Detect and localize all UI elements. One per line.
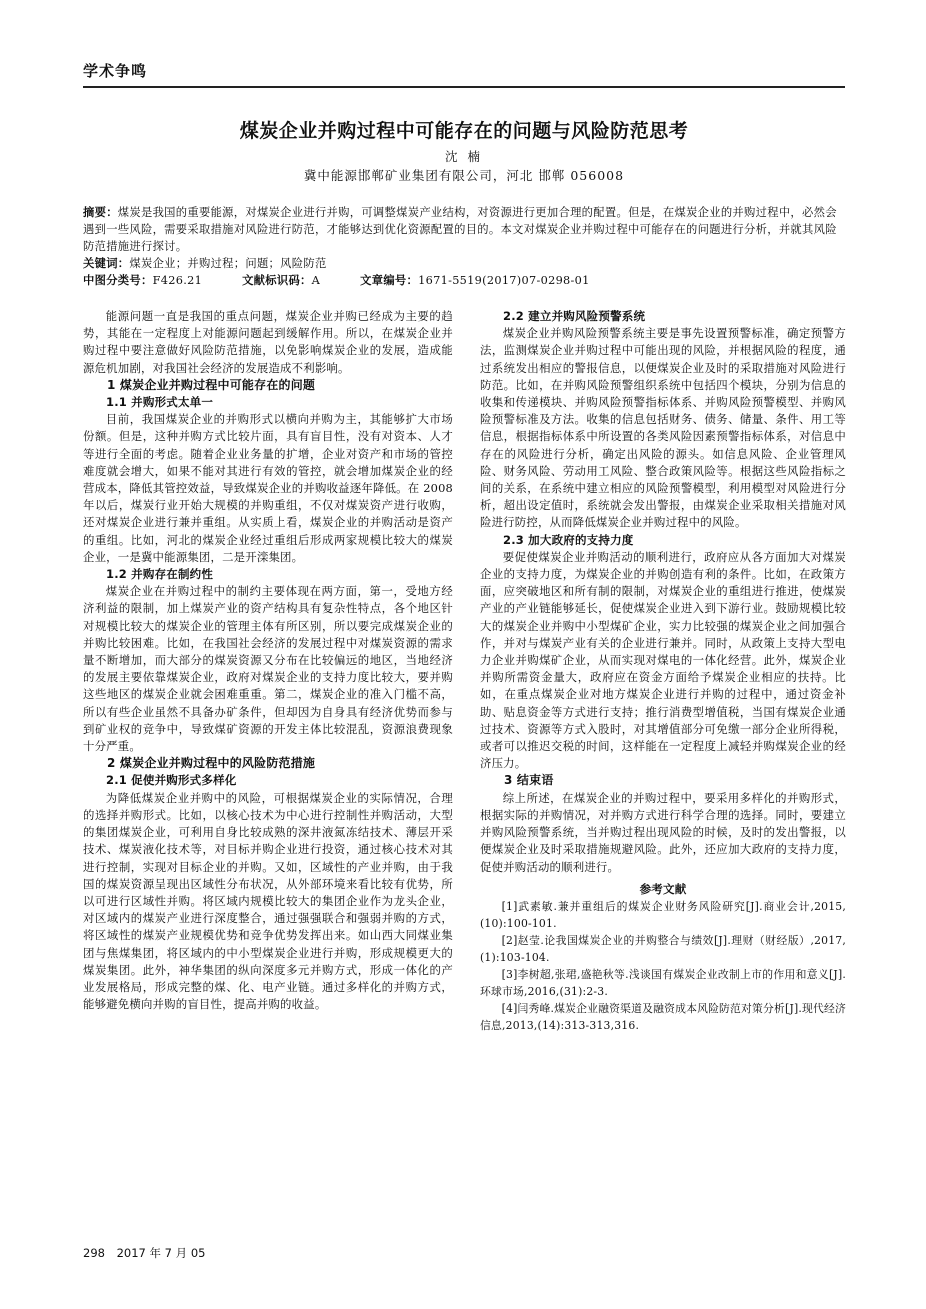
reference-item: [2]赵莹.论我国煤炭企业的并购整合与绩效[J].理财（财经版）,2017,(1):103-104.: [480, 933, 846, 964]
right-column: [480, 308, 846, 1034]
article-title: 煤炭企业并购过程中可能存在的问题与风险防范思考: [239, 120, 689, 142]
doc-code-label: 文献标识码：: [242, 274, 312, 287]
author-affiliation: 冀中能源邯郸矿业集团有限公司，河北 邯郸 056008: [303, 168, 625, 183]
page-number: 298: [83, 1246, 105, 1260]
paragraph-2-1: 为降低煤炭企业并购中的风险，可根据煤炭企业的实际情况，合理的选择并购形式。比如，以核心技术为中心进行控制性并购活动，大型的集团煤炭企业，可利用自身比较成熟的深井液氮冻结技术、薄层开采技术、煤炭液化技术等，对目标并购企业进行投资，通过核心技术对其进行控制，实现对目标企业的并购。又如，区域性的产业并购，由于我国的煤炭资源呈现出区域性分布状况，从外部环境来看比较有优势，所以可进行区域性并购。将区域内规模比较大的集团企业作为龙头企业，对区域内的煤炭产业进行深度整合，通过强强联合和强弱并购的方式，将区域性的煤炭产业规模优势和竞争优势发挥出来。如山西大同煤业集团与焦煤集团，将区域内的中小型煤炭企业进行并购，形成规模更大的煤炭集团。此外，神华集团的纵向深度多元并购方式，形成一体化的产业发展格局，形成完整的煤、化、电产业链。通过多样化的并购方式，能够避免横向并购的盲目性，提高并购的收益。: [83, 790, 453, 1012]
article-no-label: 文章编号：: [360, 274, 419, 287]
subsection-heading-1-1: 1.1 并购形式太单一: [106, 395, 214, 410]
intro-paragraph: 能源问题一直是我国的重点问题，煤炭企业并购已经成为主要的趋势，其能在一定程度上对能源问题起到缓解作用。所以，在煤炭企业并购过程中要注意做好风险防范措施，以免影响煤炭企业的发展，造成能源危机加剧，对我国社会经济的发展造成不利影响。: [83, 309, 453, 375]
abstract-text: 煤炭是我国的重要能源，对煤炭企业进行并购，可调整煤炭产业结构，对资源进行更加合理的配置。但是，在煤炭企业的并购过程中，必然会遇到一些风险，需要采取措施对风险进行防范，才能够达到优化资源配置的目的。本文对煤炭企业并购过程中可能存在的问题进行分析，并就其风险防范措施进行探讨。: [83, 206, 837, 253]
abstract-block: [83, 204, 845, 289]
author-name: 沈 楠: [445, 149, 483, 164]
references-heading: 参考文献: [639, 881, 687, 896]
article-no-value: 1671-5519(2017)07-0298-01: [418, 274, 590, 287]
header-divider: [83, 86, 845, 88]
paragraph-2-3: 要促使煤炭企业并购活动的顺利进行，政府应从各方面加大对煤炭企业的支持力度，为煤炭企业的并购创造有利的条件。比如，在政策方面，应突破地区和所有制的限制，对煤炭企业的重组进行推进，使煤炭产业的产业链能够延长，促使煤炭企业进入到下游行业。鼓励规模比较大的煤炭企业并购中小型煤矿企业，实力比较强的煤炭企业之间加强合作，并对与煤炭产业有关的企业进行兼并。同时，从政策上支持大型电力企业并购煤矿企业，从而实现对煤电的一体化经营。此外，煤炭企业并购所需资金量大，政府应在资金方面给予煤炭企业相应的扶持。比如，在重点煤炭企业对地方煤炭企业进行并购的过程中，通过资金补助、贴息资金等方式进行支持；推行消费型增值税，当国有煤炭企业通过技术、资源等方式入股时，对其增值部分可免缴一部分企业所得税，或者可以推迟交税的时间，这样能在一定程度上减轻并购煤炭企业的经济压力。: [480, 549, 846, 771]
clc-label: 中图分类号：: [83, 274, 153, 287]
journal-section-label: 学术争鸣: [83, 62, 148, 80]
doc-code-value: A: [311, 274, 321, 287]
reference-item: [4]闫秀峰.煤炭企业融资渠道及融资成本风险防范对策分析[J].现代经济信息,2013,(14):313-313,316.: [480, 1001, 847, 1032]
paragraph-1-1: 目前，我国煤炭企业的并购形式以横向并购为主，其能够扩大市场份额。但是，这种并购方式比较片面，具有盲目性，没有对资本、人才等进行全面的考虑。随着企业业务量的扩增，企业对资产和市场的管控难度就会增大，如果不能对其进行有效的管控，就会增加煤炭企业的经营成本，降低其管控效益，导致煤炭企业的并购收益逐年降低。在 2008 年以后，煤炭行业开始大规模的并购重组，不仅对煤炭资产进行收购，还对煤炭企业进行兼并重组。从实质上看，煤炭企业的并购活动是资产的重组。比如，河北的煤炭企业经过重组后形成两家规模比较大的煤炭企业，一是冀中能源集团，二是开滦集团。: [83, 412, 453, 564]
issue-date: 2017 年 7 月 05: [116, 1246, 206, 1260]
keywords: [83, 255, 845, 272]
abstract-label: 摘要：: [83, 206, 118, 219]
subsection-heading-2-1: 2.1 促使并购形式多样化: [106, 773, 237, 788]
section-heading-2: 2 煤炭企业并购过程中的风险防范措施: [107, 756, 316, 771]
abstract: [83, 204, 845, 255]
subsection-heading-1-2: 1.2 并购存在制约性: [106, 567, 214, 582]
section-heading-1: 1 煤炭企业并购过程中可能存在的问题: [107, 377, 316, 392]
classification-line: [83, 272, 845, 289]
reference-item: [1]武素敏.兼并重组后的煤炭企业财务风险研究[J].商业会计,2015,(10):100-101.: [480, 899, 846, 930]
page-footer: [83, 1245, 213, 1261]
left-column: [83, 308, 453, 1013]
subsection-heading-2-2: 2.2 建立并购风险预警系统: [503, 309, 646, 323]
paragraph-3: 综上所述，在煤炭企业的并购过程中，要采用多样化的并购形式，根据实际的并购情况，对并购方式进行科学合理的选择。同时，要建立并购风险预警系统，当并购过程出现风险的时候，及时的发出警报，以便煤炭企业及时采取措施规避风险。此外，还应加大政府的支持力度，促使并购活动的顺利进行。: [480, 790, 846, 874]
paragraph-2-2: 煤炭企业并购风险预警系统主要是事先设置预警标准，确定预警方法，监测煤炭企业并购过程中可能出现的风险，并根据风险的程度，通过系统发出相应的警报信息，以便煤炭企业及时的采取措施对风险进行防范。比如，在并购风险预警组织系统中包括四个模块，分别为信息的收集和传递模块、并购风险预警指标体系、并购风险预警模型、并购风险预警标准及方法。收集的信息包括财务、债务、储量、条件、用工等信息，根据指标体系中所设置的各类风险因素预警指标体系，对信息中存在的风险进行分析，确定出风险的源头。如信息风险、企业管理风险、财务风险、劳动用工风险、整合政策风险等。根据这些风险指标之间的关系，在系统中建立相应的风险预警模型，利用模型对风险进行分析，超出设定值时，系统就会发出警报，由煤炭企业采取相关措施对风险进行防控，从而降低煤炭企业并购过程中的风险。: [480, 326, 846, 530]
paragraph-1-2: 煤炭企业在并购过程中的制约主要体现在两方面，第一，受地方经济利益的限制，加上煤炭产业的资产结构具有复杂性特点，各个地区针对规模比较大的煤炭企业的管理主体有所区别，所以要完成煤炭企业的并购比较困难。比如，在我国社会经济的发展过程中对煤炭资源的需求量不断增加，而大部分的煤炭资源又分布在比较偏远的地区，当地经济的发展主要依靠煤炭企业，政府对煤炭企业的支持力度比较大，要并购这些地区的煤炭企业就会困难重重。第二，煤炭企业的准入门槛不高，所以有些企业虽然不具备办矿条件，但却因为自身具有经济优势而参与到矿业权的竞争中，导致煤矿资源的开发主体比较混乱，资源浪费现象十分严重。: [83, 584, 453, 754]
section-heading-3: 3 结束语: [504, 773, 554, 788]
keywords-label: 关键词：: [83, 257, 130, 270]
clc-value: F426.21: [152, 274, 203, 287]
keywords-text: 煤炭企业；并购过程；问题；风险防范: [129, 257, 327, 270]
subsection-heading-2-3: 2.3 加大政府的支持力度: [503, 532, 634, 547]
reference-item: [3]李树超,张珺,盛艳秋等.浅谈国有煤炭企业改制上市的作用和意义[J].环球市场,2016,(31):2-3.: [480, 967, 846, 998]
